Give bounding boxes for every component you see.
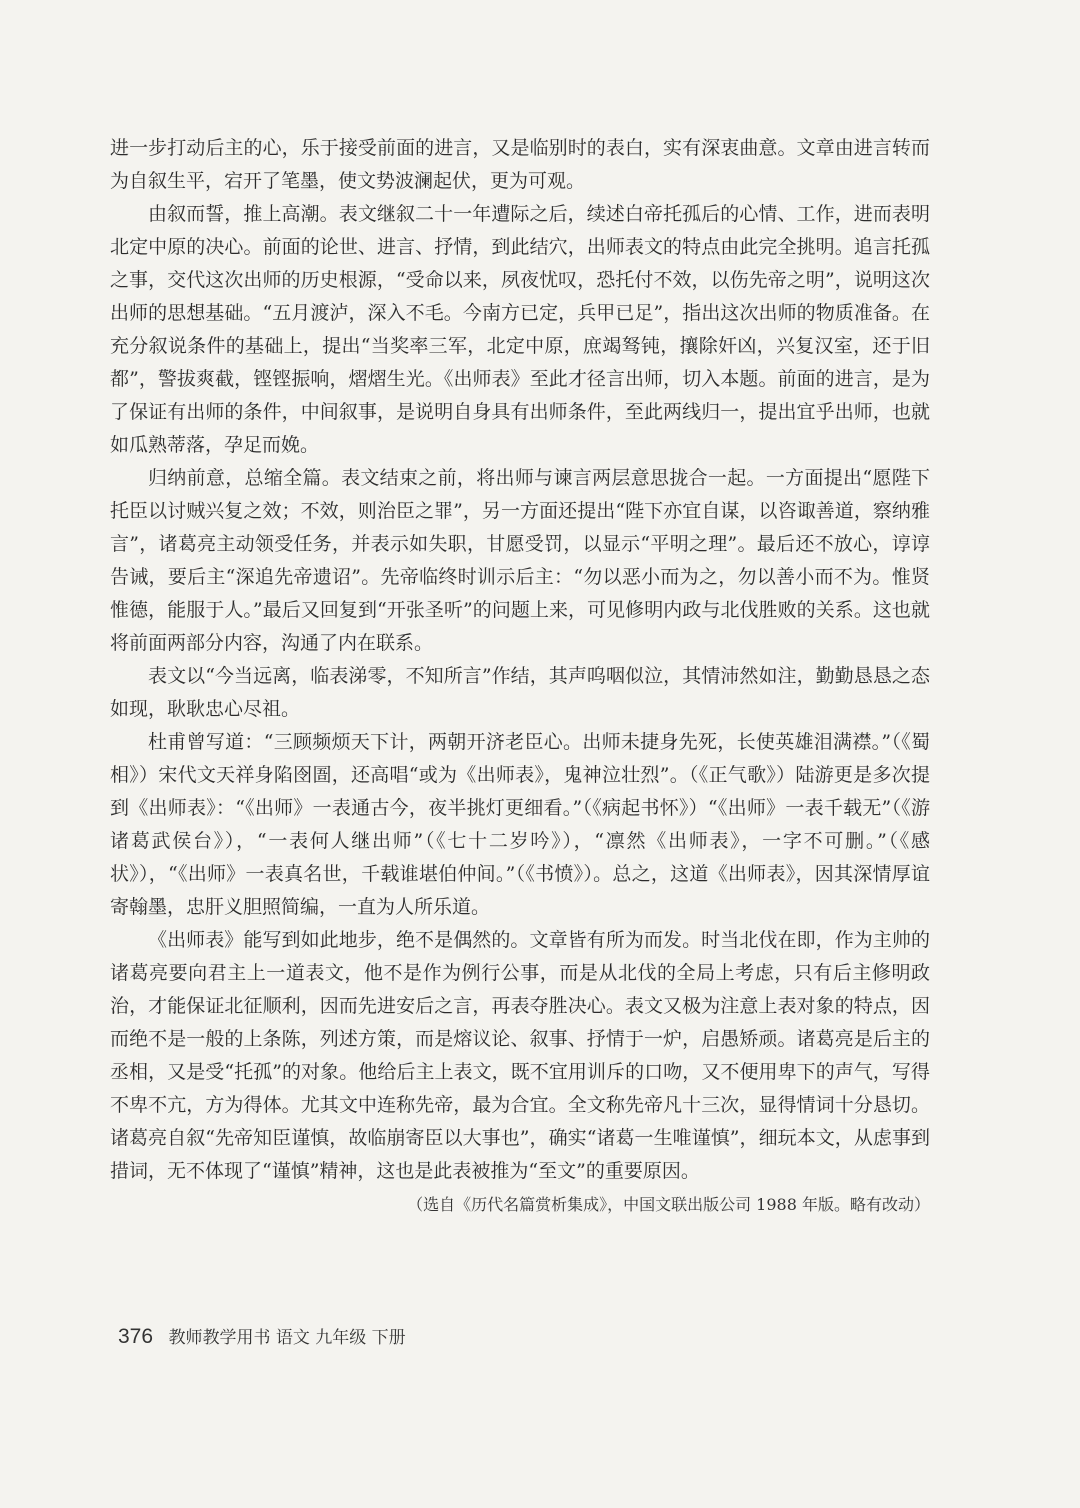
page-footer <box>118 1323 406 1349</box>
paragraph: 杜甫曾写道：“三顾频烦天下计，两朝开济老臣心。出师未捷身先死，长使英雄泪满襟。”（《蜀相》）宋代文天祥身陷囹圄，还高唱“或为《出师表》，鬼神泣壮烈”。（《正气歌》）陆游更是多次提到《出师表》：“《出师》一表通古今，夜半挑灯更细看。”（《病起书怀》）“《出师》一表千载无”（《游诸葛武侯台》），“一表何人继出师”（《七十二岁吟》），“凛然《出师表》，一字不可删。”（《感状》），“《出师》一表真名世，千载谁堪伯仲间。”（《书愤》）。总之，这道《出师表》，因其深情厚谊寄翰墨，忠肝义胆照简编，一直为人所乐道。 <box>110 731 930 918</box>
paragraph-continuation: 进一步打动后主的心，乐于接受前面的进言，又是临别时的表白，实有深衷曲意。文章由进言转而为自叙生平，宕开了笔墨，使文势波澜起伏，更为可观。 <box>110 137 930 192</box>
paragraph: 《出师表》能写到如此地步，绝不是偶然的。文章皆有所为而发。时当北伐在即，作为主帅的诸葛亮要向君主上一道表文，他不是作为例行公事，而是从北伐的全局上考虑，只有后主修明政治，才能保证北征顺利，因而先进安后之言，再表夺胜决心。表文又极为注意上表对象的特点，因而绝不是一般的上条陈，列述方策，而是熔议论、叙事、抒情于一炉，启愚矫顽。诸葛亮是后主的丞相，又是受“托孤”的对象。他给后主上表文，既不宜用训斥的口吻，又不便用卑下的声气，写得不卑不亢，方为得体。尤其文中连称先帝，最为合宜。全文称先帝凡十三次，显得情词十分恳切。诸葛亮自叙“先帝知臣谨慎，故临崩寄臣以大事也”，确实“诸葛一生唯谨慎”，细玩本文，从虑事到措词，无不体现了“谨慎”精神，这也是此表被推为“至文”的重要原因。 <box>110 929 930 1182</box>
paragraph: 由叙而誓，推上高潮。表文继叙二十一年遭际之后，续述白帝托孤后的心情、工作，进而表明北定中原的决心。前面的论世、进言、抒情，到此结穴，出师表文的特点由此完全挑明。追言托孤之事，交代这次出师的历史根源，“受命以来，夙夜忧叹，恐托付不效，以伤先帝之明”，说明这次出师的思想基础。“五月渡泸，深入不毛。今南方已定，兵甲已足”，指出这次出师的物质准备。在充分叙说条件的基础上，提出“当奖率三军，北定中原，庶竭驽钝，攘除奸凶，兴复汉室，还于旧都”，警拔爽截，铿铿振响，熠熠生光。《出师表》至此才径言出师，切入本题。前面的进言，是为了保证有出师的条件，中间叙事，是说明自身具有出师条件，至此两线归一，提出宜乎出师，也就如瓜熟蒂落，孕足而娩。 <box>110 203 930 456</box>
page-number: 376 <box>118 1325 154 1348</box>
book-title: 教师教学用书 语文 九年级 下册 <box>168 1328 406 1348</box>
paragraph: 表文以“今当远离，临表涕零，不知所言”作结，其声呜咽似泣，其情沛然如注，勤勤恳恳之态如现，耿耿忠心尽祖。 <box>110 665 930 720</box>
paragraph: 归纳前意，总缩全篇。表文结束之前，将出师与谏言两层意思拢合一起。一方面提出“愿陛下托臣以讨贼兴复之效；不效，则治臣之罪”，另一方面还提出“陛下亦宜自谋，以咨诹善道，察纳雅言”，诸葛亮主动领受任务，并表示如失职，甘愿受罚，以显示“平明之理”。最后还不放心，谆谆告诫，要后主“深追先帝遗诏”。先帝临终时训示后主：“勿以恶小而为之，勿以善小而不为。惟贤惟德，能服于人。”最后又回复到“开张圣听”的问题上来，可见修明内政与北伐胜败的关系。这也就将前面两部分内容，沟通了内在联系。 <box>110 467 930 654</box>
page-body <box>110 132 930 1220</box>
source-citation: （选自《历代名篇赏析集成》，中国文联出版公司 1988 年版。略有改动） <box>407 1195 930 1214</box>
